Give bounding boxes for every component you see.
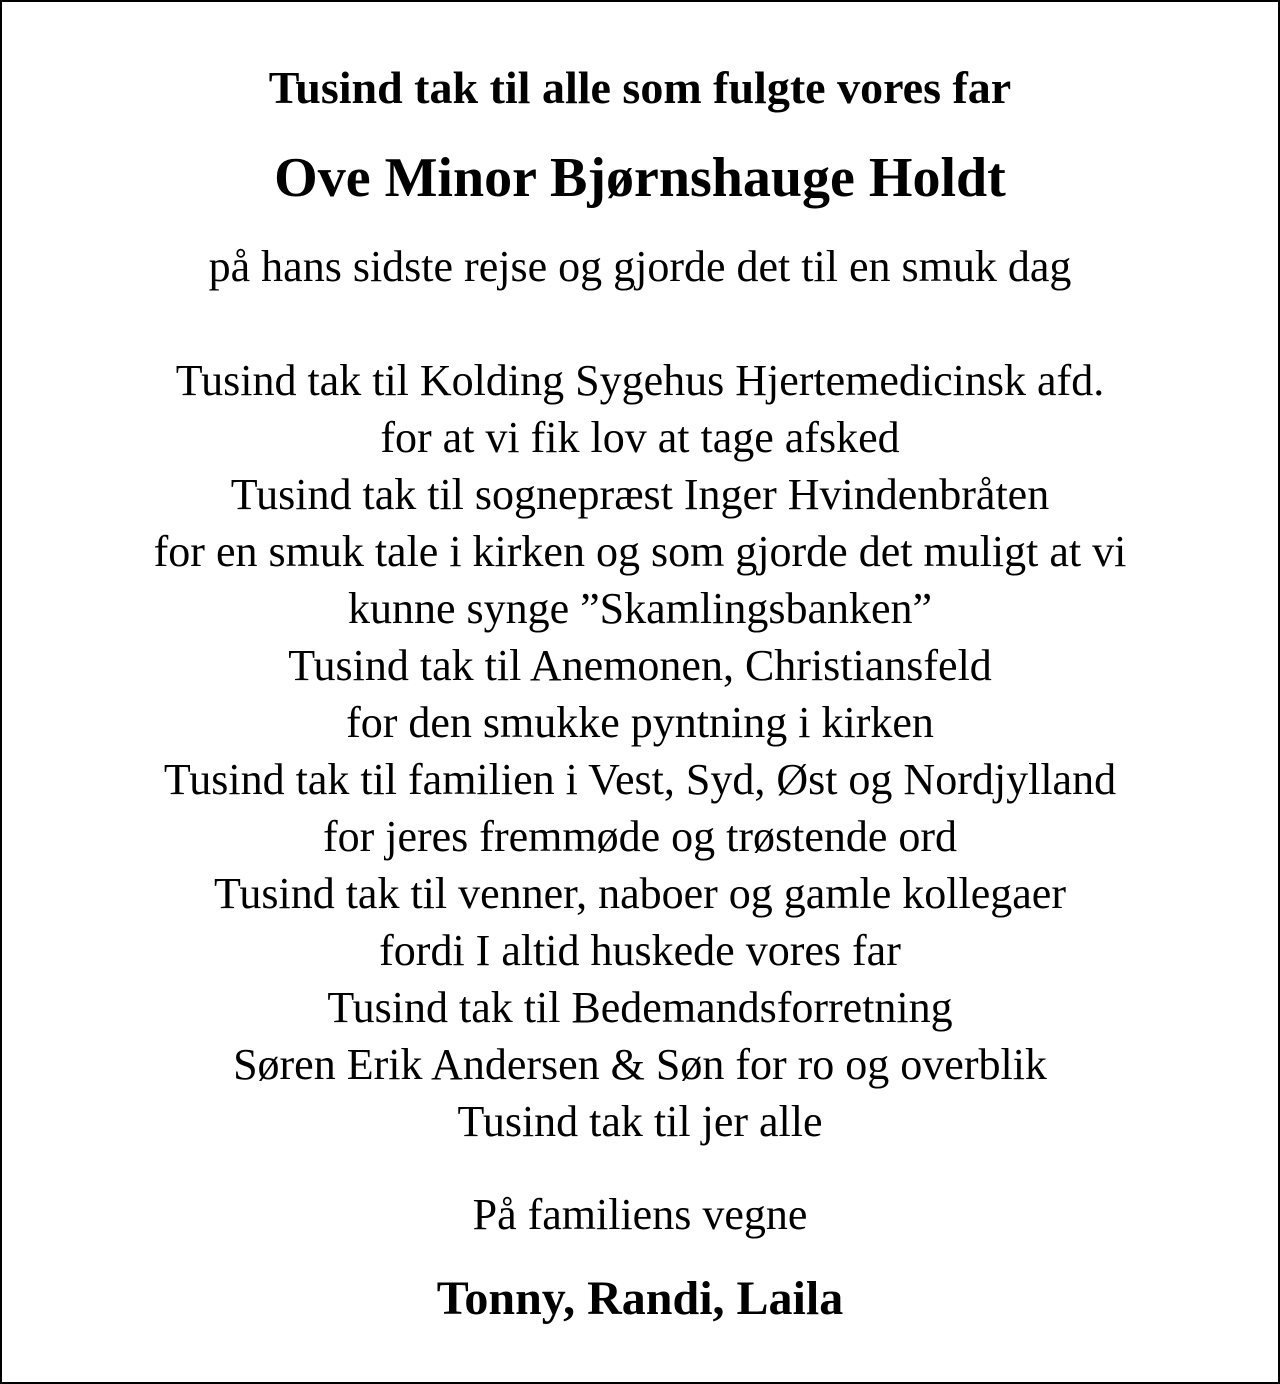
thank-you-line: Tusind tak til jer alle xyxy=(457,1097,823,1146)
thank-you-line: kunne synge ”Skamlingsbanken” xyxy=(347,584,933,633)
deceased-name: Ove Minor Bjørnshauge Holdt xyxy=(274,147,1006,209)
thank-you-line: fordi I altid huskede vores far xyxy=(379,926,901,975)
closing-line: På familiens vegne xyxy=(472,1190,808,1239)
notice-subtitle: på hans sidste rejse og gjorde det til en smuk dag xyxy=(208,242,1072,291)
thank-you-line: for at vi fik lov at tage afsked xyxy=(380,413,900,462)
signers: Tonny, Randi, Laila xyxy=(436,1272,844,1325)
thank-you-line: Tusind tak til familien i Vest, Syd, Øst og Nordjylland xyxy=(163,755,1117,804)
thank-you-line: Tusind tak til Anemonen, Christiansfeld xyxy=(288,641,992,690)
thank-you-line: Tusind tak til venner, naboer og gamle kollegaer xyxy=(214,869,1066,918)
thank-you-line: for den smukke pyntning i kirken xyxy=(346,698,934,747)
thank-you-line: Tusind tak til sognepræst Inger Hvindenbråten xyxy=(230,470,1050,519)
thank-you-line: Tusind tak til Bedemandsforretning xyxy=(327,983,953,1032)
thank-you-line: Søren Erik Andersen & Søn for ro og overblik xyxy=(233,1040,1047,1089)
thank-you-line: for jeres fremmøde og trøstende ord xyxy=(322,812,958,861)
thank-you-line: for en smuk tale i kirken og som gjorde det muligt at vi xyxy=(153,527,1127,576)
notice-heading: Tusind tak til alle som fulgte vores far xyxy=(268,62,1012,113)
thank-you-line: Tusind tak til Kolding Sygehus Hjertemedicinsk afd. xyxy=(175,356,1105,405)
thank-you-text xyxy=(2,352,1278,1150)
